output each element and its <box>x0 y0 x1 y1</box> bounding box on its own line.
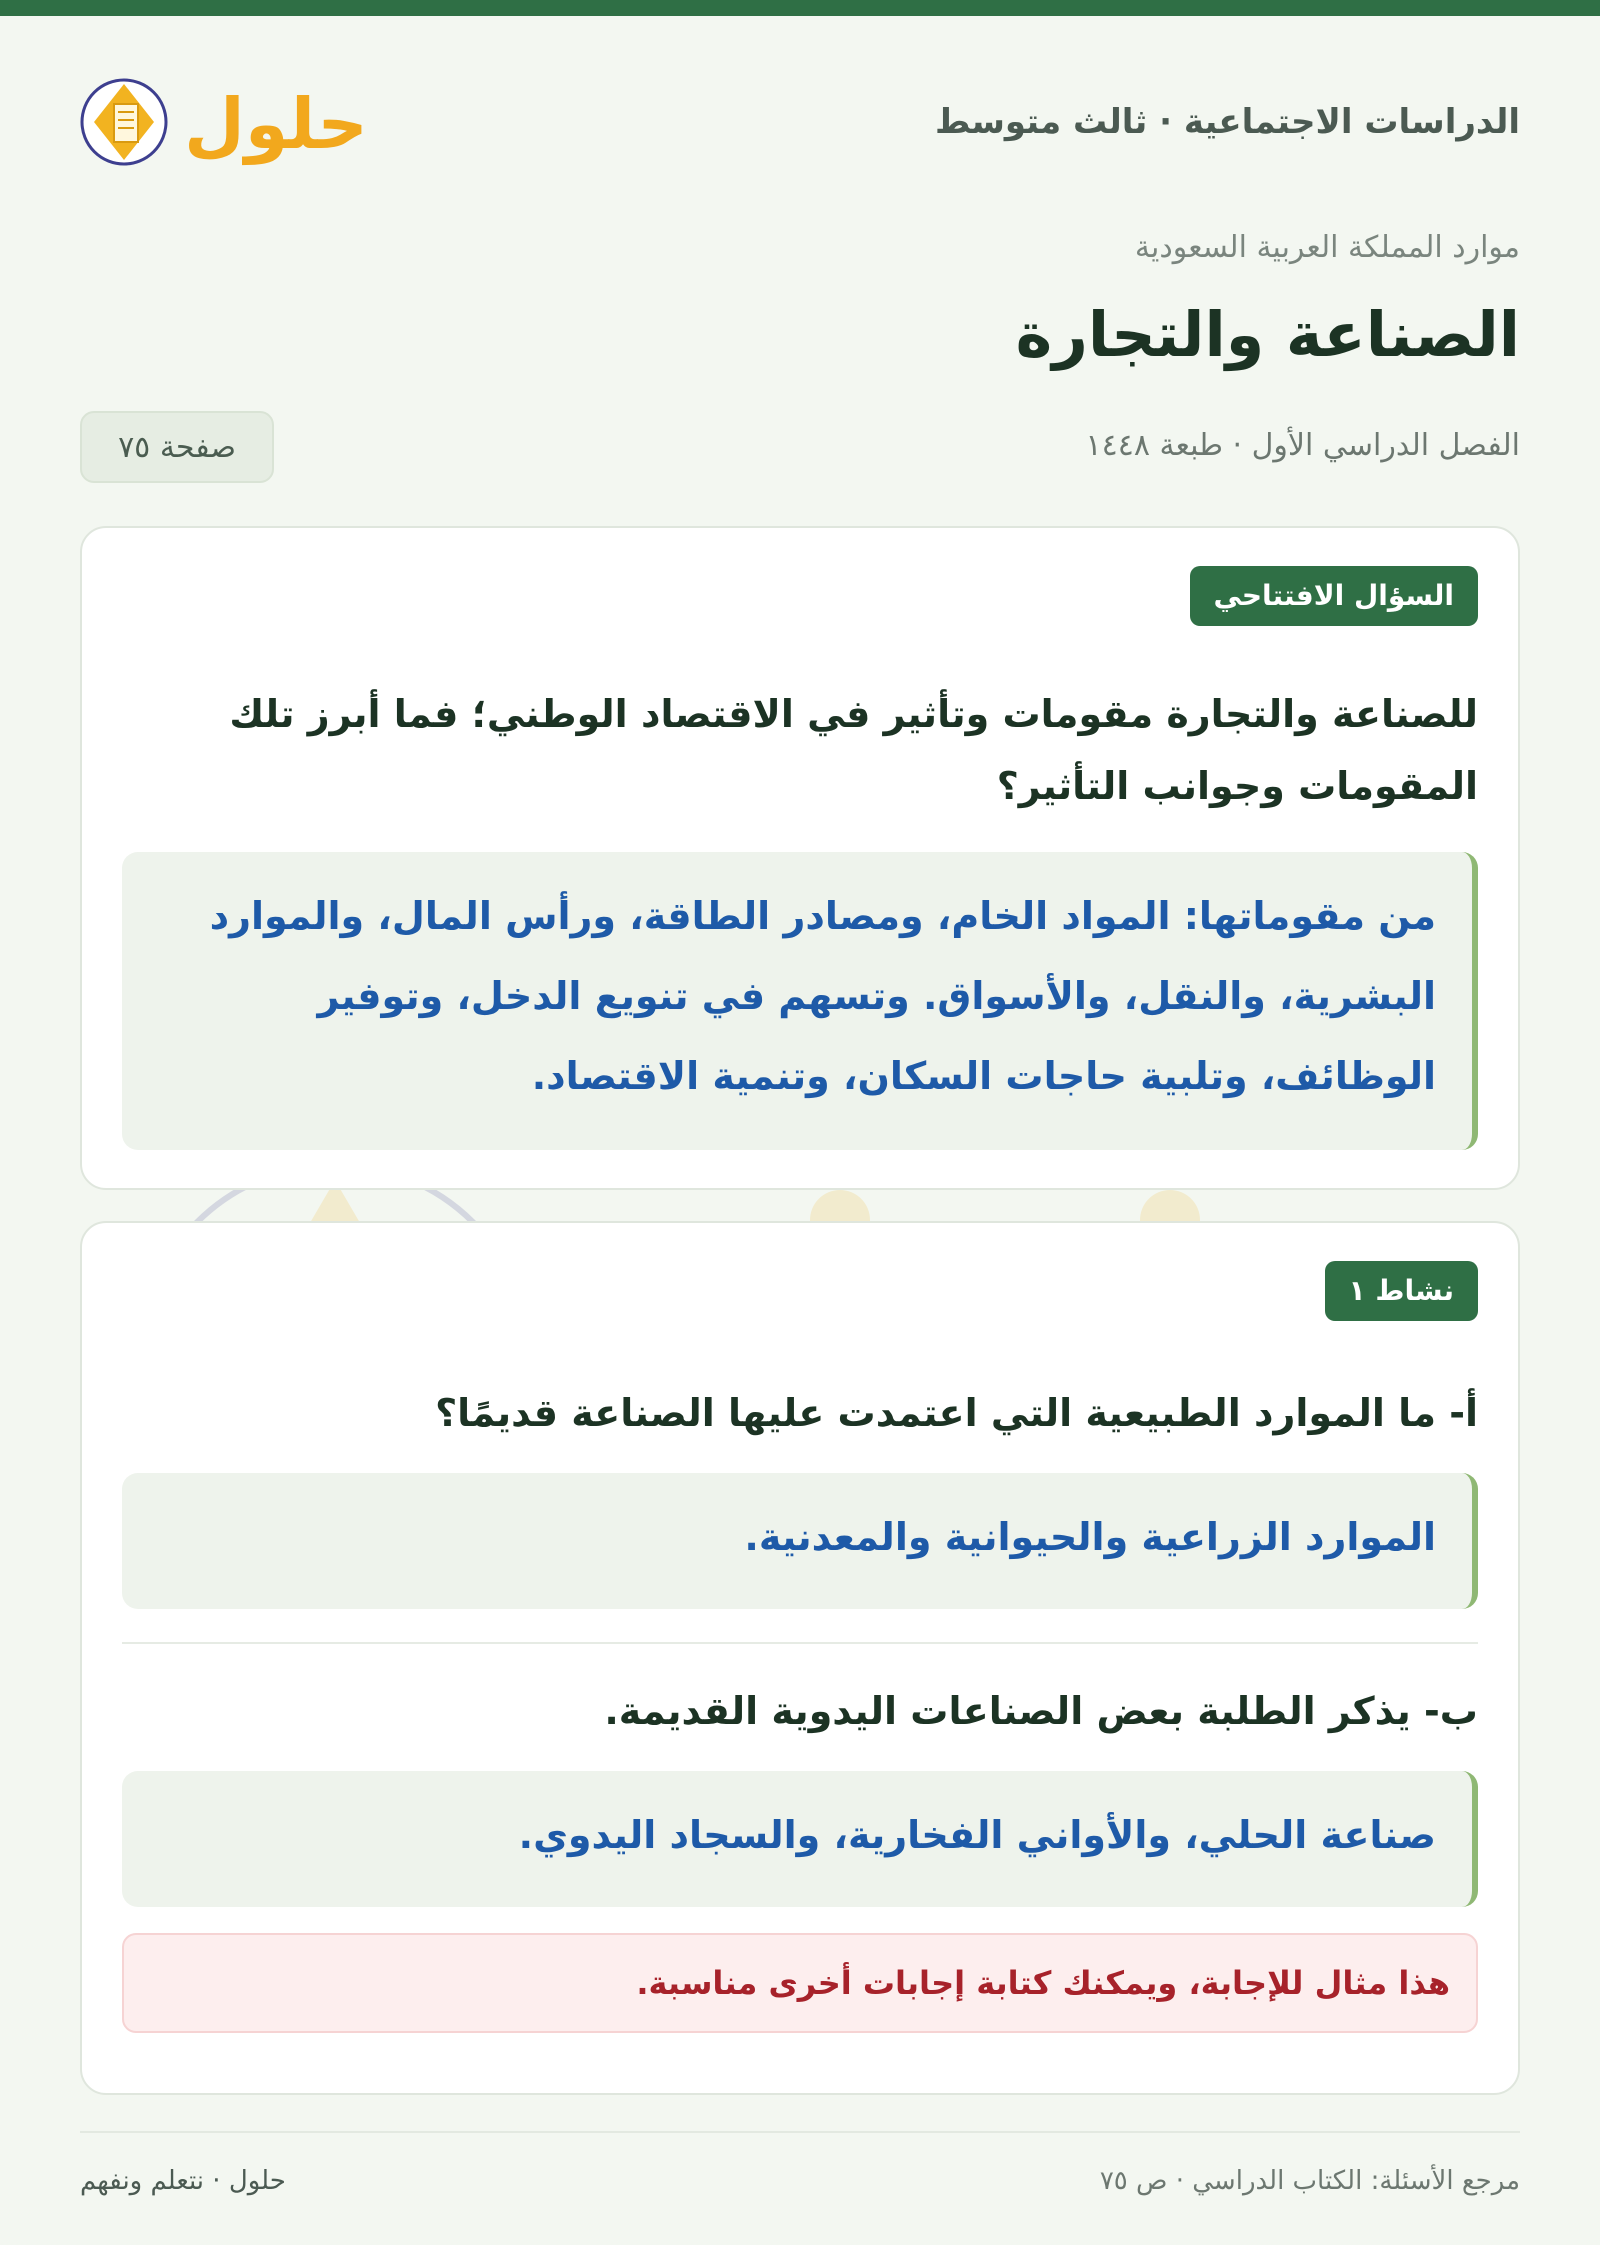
example-note: هذا مثال للإجابة، ويمكنك كتابة إجابات أخرى مناسبة. <box>122 1933 1478 2033</box>
footer-reference: مرجع الأسئلة: الكتاب الدراسي · ص ٧٥ <box>1099 2166 1520 2196</box>
opening-question-tag: السؤال الافتتاحي <box>1190 566 1478 626</box>
question-a: أ- ما الموارد الطبيعية التي اعتمدت عليها الصناعة قديمًا؟ <box>435 1391 1478 1435</box>
activity-card <box>80 1221 1520 2095</box>
logo-text: حلول <box>184 83 368 165</box>
answer-b: صناعة الحلي، والأواني الفخارية، والسجاد اليدوي. <box>122 1771 1478 1907</box>
subject-title: الدراسات الاجتماعية · ثالث متوسط <box>935 102 1520 142</box>
opening-answer: من مقوماتها: المواد الخام، ومصادر الطاقة، ورأس المال، والموارد البشرية، والنقل، والأسواق. وتسهم في تنويع الدخل، وتوفير الوظائف، وتلبية حاجات السكان، وتنمية الاقتصاد. <box>122 852 1478 1150</box>
opening-question-card <box>80 526 1520 1190</box>
lesson-title: الصناعة والتجارة <box>1015 298 1520 371</box>
answer-a: الموارد الزراعية والحيوانية والمعدنية. <box>122 1473 1478 1609</box>
page-number-badge: صفحة ٧٥ <box>80 411 274 483</box>
book-diamond-icon <box>82 80 166 164</box>
opening-question-text: للصناعة والتجارة مقومات وتأثير في الاقتصاد الوطني؛ فما أبرز تلك المقومات وجوانب التأثير؟ <box>229 692 1478 808</box>
header <box>80 62 1520 182</box>
activity-tag: نشاط ١ <box>1325 1261 1478 1321</box>
footer-brand: حلول · نتعلم ونفهم <box>80 2166 286 2196</box>
edition-info: الفصل الدراسي الأول · طبعة ١٤٤٨ <box>1085 428 1520 463</box>
brand-logo[interactable] <box>80 62 380 182</box>
question-b: ب- يذكر الطلبة بعض الصناعات اليدوية القديمة. <box>604 1689 1478 1733</box>
footer-divider <box>80 2131 1520 2133</box>
section-divider <box>122 1642 1478 1644</box>
page <box>80 0 1520 2245</box>
unit-title: موارد المملكة العربية السعودية <box>1134 230 1520 265</box>
